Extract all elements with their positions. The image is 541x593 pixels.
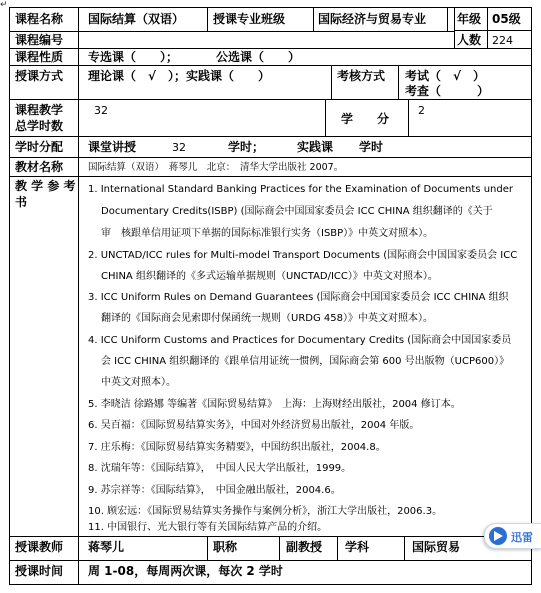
row-divider bbox=[9, 560, 532, 561]
total-hours-value: 32 bbox=[94, 104, 108, 117]
teaching-mode-value: 理论课（ √ ）；实践课（ ） bbox=[88, 69, 271, 83]
row-divider bbox=[9, 136, 532, 137]
reference-line: 10. 顾宏远：《国际贸易结算实务操作与案例分析》，浙江大学出版社，2006.3。 bbox=[88, 506, 443, 517]
teaching-mode-label: 授课方式 bbox=[15, 69, 64, 83]
practice-label: 实践课 bbox=[297, 140, 334, 154]
textbook-label: 教材名称 bbox=[15, 160, 64, 174]
assessment-label: 考核方式 bbox=[337, 69, 386, 83]
col-divider bbox=[313, 7, 314, 31]
student-count-value: 224 bbox=[492, 34, 513, 47]
col-divider bbox=[279, 536, 280, 560]
grade-label: 年级 bbox=[457, 12, 482, 26]
total-hours-label: 课程教学 bbox=[15, 103, 64, 117]
reference-line: 翻译的《国际商会见索即付保函统一规则（URDG 458）》中英文对照本）。 bbox=[101, 313, 433, 324]
check-option: 考查（ ） bbox=[405, 84, 490, 98]
major-class-label: 授课专业班级 bbox=[213, 12, 286, 26]
major-value: 国际经济与贸易专业 bbox=[318, 12, 427, 26]
lecture-hours-unit: 学时； bbox=[228, 140, 265, 154]
textbook-value: 国际结算（双语） 蒋琴儿 北京： 清华大学出版社 2007。 bbox=[88, 162, 344, 173]
thunder-logo-icon bbox=[489, 527, 507, 545]
col-divider bbox=[207, 536, 208, 560]
row-divider bbox=[9, 48, 532, 49]
col-divider bbox=[447, 7, 448, 31]
grade-value: 05级 bbox=[492, 12, 521, 26]
teaching-time-value: 周 1-08，每周两次课，每次 2 学时 bbox=[88, 564, 283, 578]
public-elective-option: 公选课（ ） bbox=[216, 50, 301, 64]
reference-line: 2. UNCTAD/ICC rules for Multi-model Transport Documents (国际商会中国国家委员会 ICC bbox=[88, 250, 518, 261]
row-divider bbox=[9, 99, 532, 100]
row-divider bbox=[9, 536, 532, 537]
reference-line: 11. 中国银行、光大银行等有关国际结算产品的介绍。 bbox=[88, 522, 328, 533]
major-elective-option: 专选课（ ）； bbox=[88, 50, 179, 64]
reference-line: 4. ICC Uniform Customs and Practices for Documentary Credits (国际商会中国国家委员 bbox=[88, 335, 512, 346]
reference-line: 8. 沈瑞年等：《国际结算》， 中国人民大学出版社，1999。 bbox=[88, 463, 352, 474]
course-code-label: 课程编号 bbox=[15, 33, 64, 47]
course-name-value: 国际结算（双语） bbox=[88, 12, 185, 26]
border-left bbox=[9, 7, 10, 585]
col-divider bbox=[404, 536, 405, 560]
col-divider bbox=[325, 99, 326, 136]
reference-line: 审 核跟单信用证项下单据的国际标准银行实务（ISBP）》中英文对照本）。 bbox=[101, 228, 434, 239]
credit-value: 2 bbox=[418, 104, 425, 117]
col-divider bbox=[454, 7, 455, 48]
col-divider bbox=[331, 65, 332, 99]
references-label-line2: 书 bbox=[15, 195, 28, 209]
row-divider bbox=[9, 176, 532, 177]
download-manager-label: 迅雷 bbox=[511, 531, 533, 544]
reference-line: Documentary Credits(ISBP) (国际商会中国国家委员会 ICC CHINA 组织翻译的《关于 bbox=[101, 206, 493, 217]
exam-option: 考试（ √ ） bbox=[405, 69, 486, 83]
paragraph-mark: ↵ bbox=[0, 0, 8, 10]
credit-label: 学 分 bbox=[341, 112, 390, 126]
discipline-label: 学科 bbox=[345, 540, 370, 554]
teacher-label: 授课教师 bbox=[15, 540, 64, 554]
col-divider bbox=[398, 65, 399, 99]
row-divider bbox=[454, 30, 532, 31]
label-column-divider bbox=[78, 7, 79, 585]
reference-line: 9. 苏宗祥等：《国际结算》， 中国金融出版社，2004.6。 bbox=[88, 485, 341, 496]
reference-line: 中英文对照本）。 bbox=[101, 377, 176, 388]
row-divider bbox=[9, 31, 454, 32]
col-divider bbox=[207, 7, 208, 31]
reference-line: CHINA 组织翻译的《多式运输单据规则（UNCTAD/ICC）》中英文对照本）。 bbox=[101, 271, 438, 282]
student-count-label: 人数 bbox=[457, 33, 482, 47]
reference-line: 会 ICC CHINA 组织翻译的《跟单信用证统一惯例，国际商会第 600 号出版物（UCP600）》 bbox=[101, 356, 510, 367]
row-divider bbox=[9, 65, 532, 66]
download-manager-floating-button[interactable] bbox=[484, 523, 541, 549]
col-divider bbox=[408, 99, 409, 136]
lecture-label: 课堂讲授 bbox=[88, 140, 137, 154]
col-divider bbox=[487, 7, 488, 48]
col-divider bbox=[337, 536, 338, 560]
course-name-label: 课程名称 bbox=[15, 12, 64, 26]
row-divider bbox=[9, 157, 532, 158]
title-value: 副教授 bbox=[286, 540, 323, 554]
discipline-value: 国际贸易 bbox=[412, 540, 461, 554]
lecture-hours-value: 32 bbox=[172, 141, 186, 154]
border-bottom bbox=[9, 584, 532, 585]
references-label: 教 学 参 考 bbox=[15, 179, 76, 193]
teaching-time-label: 授课时间 bbox=[15, 564, 64, 578]
course-nature-label: 课程性质 bbox=[15, 50, 64, 64]
practice-hours-unit: 学时 bbox=[359, 140, 384, 154]
hour-distribution-label: 学时分配 bbox=[15, 140, 64, 154]
reference-line: 3. ICC Uniform Rules on Demand Guarantees (国际商会中国国家委员会 ICC CHINA 组织 bbox=[88, 292, 509, 303]
border-right bbox=[531, 7, 532, 585]
reference-line: 5. 李晓洁 徐路娜 等编著《国际贸易结算》 上海：上海财经出版社，2004 修订本。 bbox=[88, 399, 461, 410]
teacher-value: 蒋琴儿 bbox=[88, 540, 125, 554]
total-hours-label-line2: 总学时数 bbox=[15, 119, 64, 133]
title-label: 职称 bbox=[213, 540, 238, 554]
reference-line: 7. 庄乐梅：《国际贸易结算实务精要》，中国纺织出版社，2004.8。 bbox=[88, 442, 386, 453]
reference-line: 6. 吴百福：《国际贸易结算实务》，中国对外经济贸易出版社，2004 年版。 bbox=[88, 420, 420, 431]
reference-line: 1. International Standard Banking Practices for the Examination of Documents under bbox=[88, 184, 513, 195]
